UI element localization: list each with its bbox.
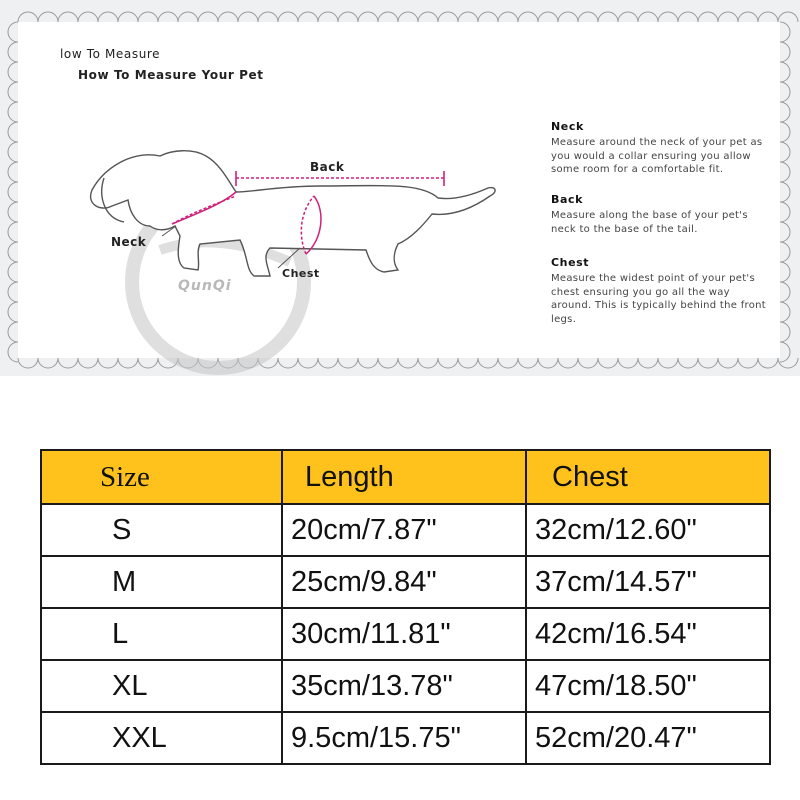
chest-label: Chest	[282, 267, 320, 280]
chest-section-text: Measure the widest point of your pet's chest ensuring you go all the way around. This is typically behind the front legs.	[551, 273, 767, 325]
length-cell: 20cm/7.87"	[282, 504, 526, 556]
back-label: Back	[310, 160, 345, 174]
back-section-heading: Back	[551, 193, 584, 206]
table-row	[41, 504, 770, 556]
chest-cell: 47cm/18.50"	[526, 660, 770, 712]
guide-title: How To Measure Your Pet	[78, 68, 264, 82]
size-cell: XL	[41, 660, 282, 712]
table-row	[41, 608, 770, 660]
length-cell: 30cm/11.81"	[282, 608, 526, 660]
table-row	[41, 660, 770, 712]
header-size: Size	[41, 450, 282, 504]
table-header-row	[41, 450, 770, 504]
neck-label: Neck	[111, 235, 147, 249]
size-cell: XXL	[41, 712, 282, 764]
table-row	[41, 556, 770, 608]
size-cell: M	[41, 556, 282, 608]
measure-guide-card	[0, 0, 800, 376]
guide-header-small: low To Measure	[60, 47, 161, 61]
table-row	[41, 712, 770, 764]
size-cell: L	[41, 608, 282, 660]
length-cell: 25cm/9.84"	[282, 556, 526, 608]
chest-cell: 52cm/20.47"	[526, 712, 770, 764]
header-chest: Chest	[526, 450, 770, 504]
chest-section-heading: Chest	[551, 256, 590, 269]
neck-section-heading: Neck	[551, 120, 584, 133]
length-cell: 35cm/13.78"	[282, 660, 526, 712]
watermark-text: QunQi	[178, 278, 232, 294]
length-cell: 9.5cm/15.75"	[282, 712, 526, 764]
neck-section-text: Measure around the neck of your pet as you would a collar ensuring you allow some room for a comfortable fit.	[551, 137, 763, 176]
header-length: Length	[282, 450, 526, 504]
chest-cell: 37cm/14.57"	[526, 556, 770, 608]
size-chart-table	[40, 449, 771, 765]
chest-cell: 42cm/16.54"	[526, 608, 770, 660]
back-section-text: Measure along the base of your pet's neck to the base of the tail.	[551, 210, 748, 235]
size-cell: S	[41, 504, 282, 556]
chest-cell: 32cm/12.60"	[526, 504, 770, 556]
